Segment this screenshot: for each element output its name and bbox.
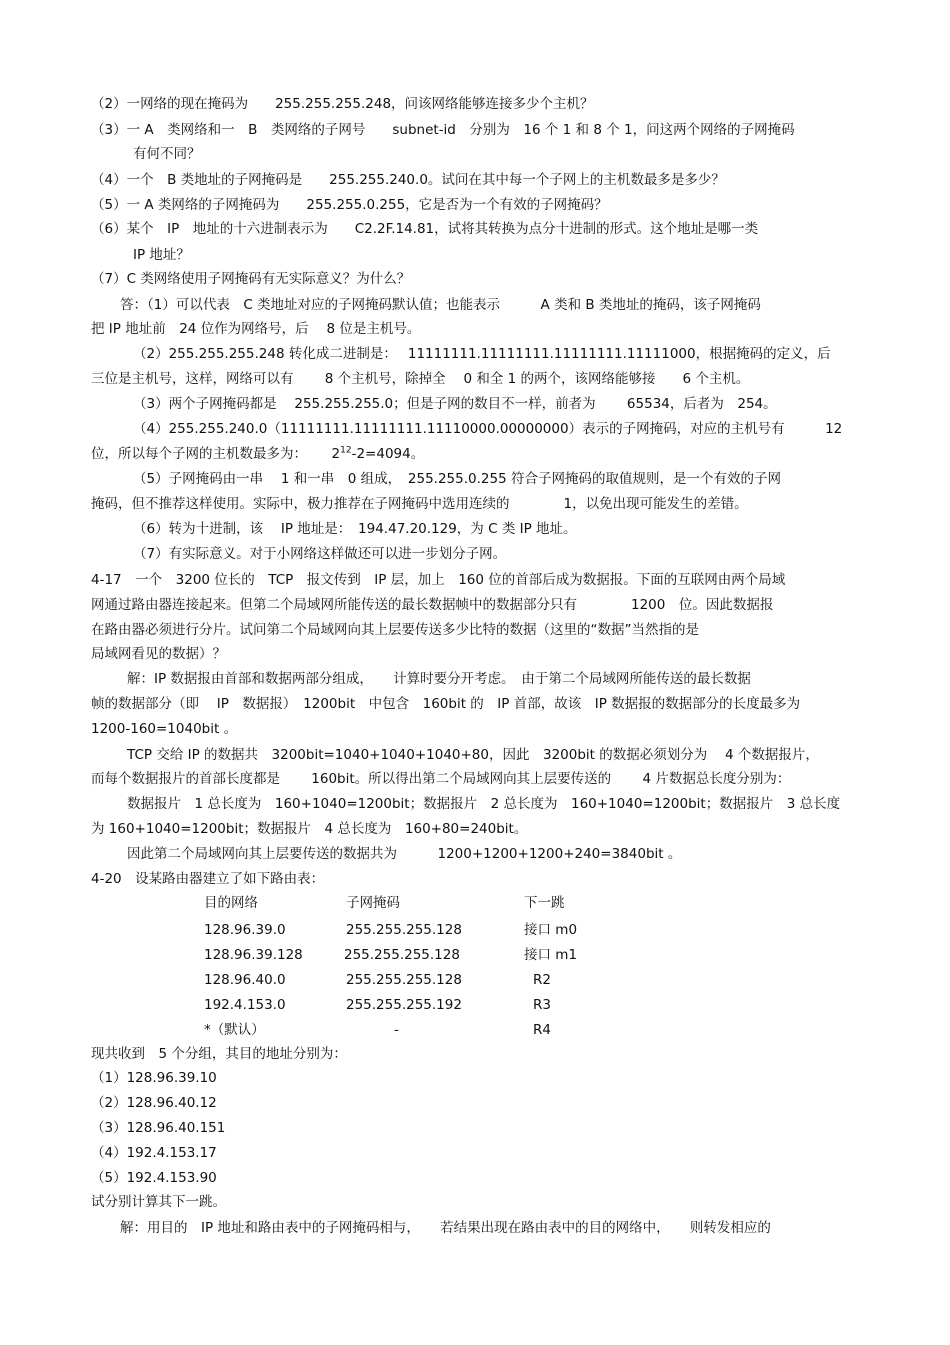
solution-4-17-line-4: TCP 交给 IP 的数据共 3200bit=1040+1040+1040+80，因此 3200bit 的数据必须划分为 4 个数据报片， xyxy=(127,747,819,763)
table-cell-dest: 128.96.40.0 xyxy=(204,972,286,988)
packet-2: （2）128.96.40.12 xyxy=(91,1095,217,1111)
solution-4-17-line-7: 为 160+1040=1200bit；数据报片 4 总长度为 160+80=240bit。 xyxy=(91,821,528,837)
answer-4-prefix: 位，所以每个子网的主机数最多为： 2 xyxy=(91,446,341,462)
packet-4: （4）192.4.153.17 xyxy=(91,1145,217,1161)
solution-4-17-line-2: 帧的数据部分（即 IP 数据报） 1200bit 中包含 160bit 的 IP 首部，故该 IP 数据报的数据部分的长度最多为 xyxy=(91,696,801,712)
compute-next-hop: 试分别计算其下一跳。 xyxy=(91,1194,226,1210)
table-cell-dest: 128.96.39.128 xyxy=(204,947,303,963)
answer-1-cont: 把 IP 地址前 24 位作为网络号，后 8 位是主机号。 xyxy=(91,321,421,337)
problem-4-17-line-2: 网通过路由器连接起来。但第二个局域网所能传送的最长数据帧中的数据部分只有 1200 位。因此数据报 xyxy=(91,597,774,613)
table-cell-nexthop: 接口 m0 xyxy=(524,922,578,938)
answer-7: （7）有实际意义。对于小网络这样做还可以进一步划分子网。 xyxy=(133,546,507,562)
answer-4: （4）255.255.240.0（11111111.11111111.11110000.00000000）表示的子网掩码，对应的主机号有 12 xyxy=(133,421,843,437)
table-header-dest: 目的网络 xyxy=(204,895,258,911)
solution-4-17: 解：IP 数据报由首部和数据两部分组成， 计算时要分开考虑。 由于第二个局域网所能传送的最长数据 xyxy=(127,671,751,687)
table-cell-mask: 255.255.255.128 xyxy=(346,922,462,938)
answer-2-cont: 三位是主机号，这样，网络可以有 8 个主机号，除掉全 0 和全 1 的两个，该网络能够接 6 个主机。 xyxy=(91,371,750,387)
table-header-mask: 子网掩码 xyxy=(346,895,400,911)
answer-5-cont: 掩码，但不推荐这样使用。实际中，极力推荐在子网掩码中选用连续的 1，以免出现可能发生的差错。 xyxy=(91,496,748,512)
solution-4-17-line-5: 而每个数据报片的首部长度都是 160bit。所以得出第二个局域网向其上层要传送的 4 片数据总长度分别为： xyxy=(91,771,791,787)
packet-3: （3）128.96.40.151 xyxy=(91,1120,226,1136)
table-cell-nexthop: R3 xyxy=(533,997,551,1013)
problem-4-20: 4-20 设某路由器建立了如下路由表： xyxy=(91,871,325,887)
question-3-cont: 有何不同？ xyxy=(133,146,201,162)
solution-4-17-line-6: 数据报片 1 总长度为 160+1040=1200bit；数据报片 2 总长度为 160+1040=1200bit；数据报片 3 总长度 xyxy=(127,796,841,812)
packet-1: （1）128.96.39.10 xyxy=(91,1070,217,1086)
packet-5: （5）192.4.153.90 xyxy=(91,1170,217,1186)
problem-4-17-line-4: 局域网看见的数据）？ xyxy=(91,646,226,662)
question-7: （7）C 类网络使用子网掩码有无实际意义？为什么？ xyxy=(91,271,411,287)
table-cell-dest: 128.96.39.0 xyxy=(204,922,286,938)
table-cell-mask: 255.255.255.128 xyxy=(344,947,460,963)
answer-6: （6）转为十进制，该 IP 地址是： 194.47.20.129，为 C 类 IP 地址。 xyxy=(133,521,577,537)
answer-5: （5）子网掩码由一串 1 和一串 0 组成， 255.255.0.255 符合子网掩码的取值规则，是一个有效的子网 xyxy=(133,471,781,487)
answer-3: （3）两个子网掩码都是 255.255.255.0；但是子网的数目不一样，前者为 65534，后者为 254。 xyxy=(133,396,777,412)
solution-4-17-line-8: 因此第二个局域网向其上层要传送的数据共为 1200+1200+1200+240=3840bit 。 xyxy=(127,846,682,862)
table-cell-dest: 192.4.153.0 xyxy=(204,997,286,1013)
answer-4-exponent: 12 xyxy=(340,445,352,456)
question-4: （4）一个 B 类地址的子网掩码是 255.255.240.0。试问在其中每一个子网上的主机数最多是多少？ xyxy=(91,172,725,188)
table-cell-mask: 255.255.255.128 xyxy=(346,972,462,988)
solution-4-17-line-3: 1200-160=1040bit 。 xyxy=(91,721,238,737)
answer-4-suffix: -2=4094。 xyxy=(351,446,425,462)
problem-4-17-line-3: 在路由器必须进行分片。试问第二个局域网向其上层要传送多少比特的数据（这里的“数据”当然指的是 xyxy=(91,622,699,638)
question-6-cont: IP 地址？ xyxy=(133,247,190,263)
table-cell-nexthop: R4 xyxy=(533,1022,551,1038)
answer-2: （2）255.255.255.248 转化成二进制是： 11111111.11111111.11111111.11111000，根据掩码的定义，后 xyxy=(133,346,831,362)
question-2: （2）一网络的现在掩码为 255.255.255.248，问该网络能够连接多少个主机？ xyxy=(91,96,594,112)
question-6: （6）某个 IP 地址的十六进制表示为 C2.2F.14.81，试将其转换为点分十进制的形式。这个地址是哪一类 xyxy=(91,221,759,237)
question-5: （5）一 A 类网络的子网掩码为 255.255.0.255，它是否为一个有效的子网掩码？ xyxy=(91,197,608,213)
packets-intro: 现共收到 5 个分组，其目的地址分别为： xyxy=(91,1046,347,1062)
table-cell-mask: 255.255.255.192 xyxy=(346,997,462,1013)
table-cell-nexthop: R2 xyxy=(533,972,551,988)
solution-4-20: 解：用目的 IP 地址和路由表中的子网掩码相与， 若结果出现在路由表中的目的网络中， 则转发相应的 xyxy=(120,1220,771,1236)
table-cell-dest: *（默认） xyxy=(204,1022,265,1038)
answer-1: 答：（1）可以代表 C 类地址对应的子网掩码默认值；也能表示 A 类和 B 类地址的掩码，该子网掩码 xyxy=(120,297,761,313)
answer-4-cont xyxy=(91,445,424,463)
table-header-nexthop: 下一跳 xyxy=(524,895,565,911)
table-cell-mask: - xyxy=(394,1022,399,1038)
table-cell-nexthop: 接口 m1 xyxy=(524,947,578,963)
question-3: （3）一 A 类网络和一 B 类网络的子网号 subnet-id 分别为 16 个 1 和 8 个 1，问这两个网络的子网掩码 xyxy=(91,122,795,138)
problem-4-17: 4-17 一个 3200 位长的 TCP 报文传到 IP 层，加上 160 位的首部后成为数据报。下面的互联网由两个局域 xyxy=(91,572,786,588)
